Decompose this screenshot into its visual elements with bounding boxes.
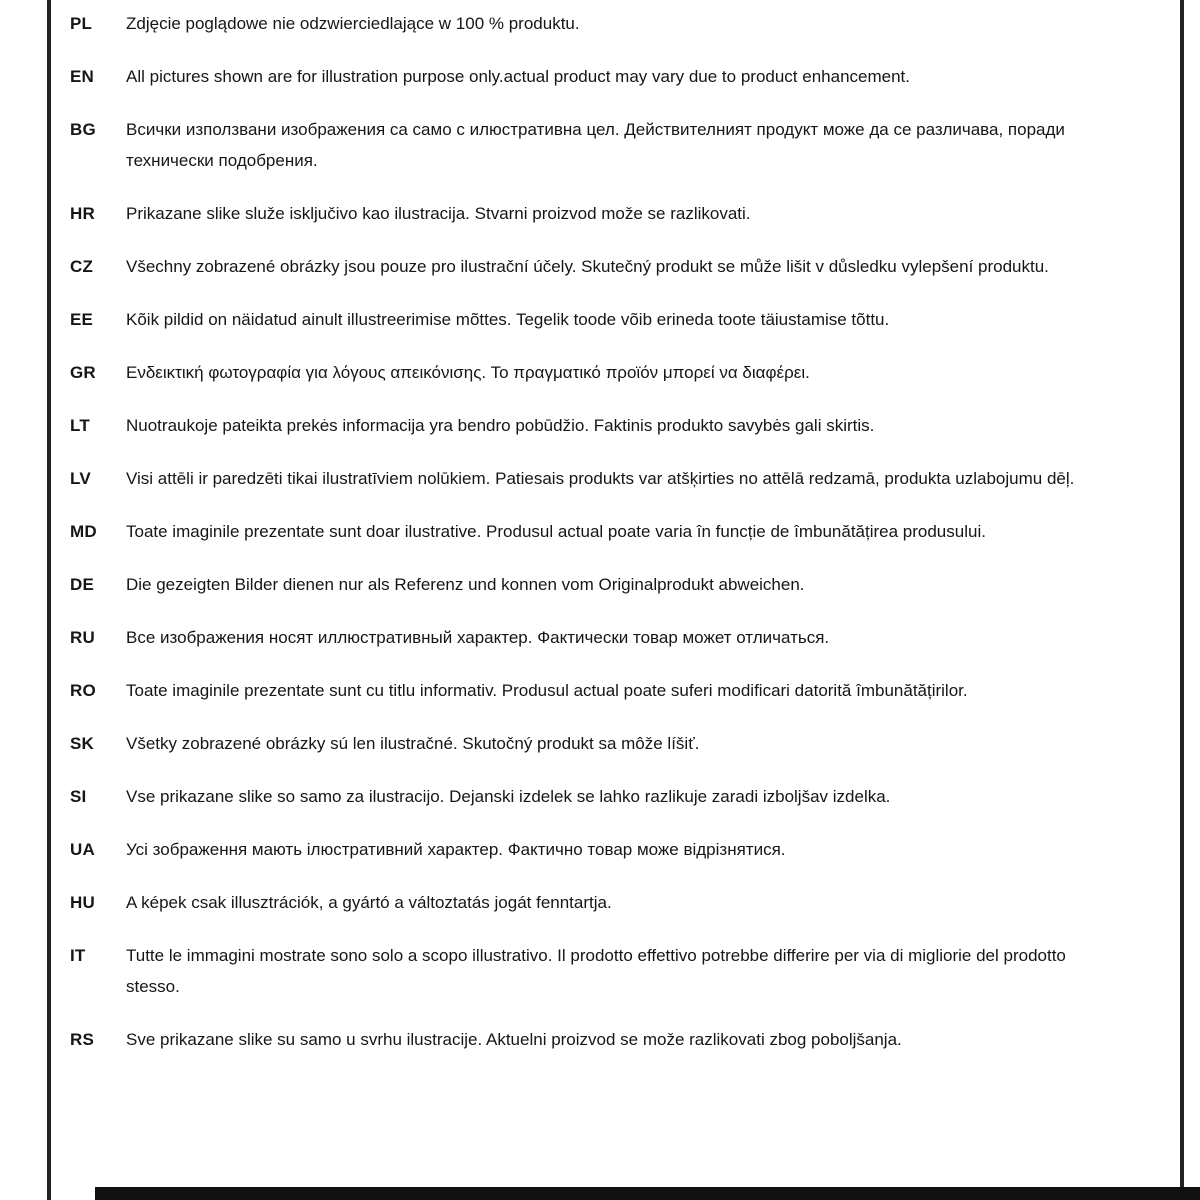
- language-row-pl: [70, 8, 1120, 39]
- scan-edge-right: [1180, 0, 1184, 1200]
- language-row-cz: [70, 251, 1120, 282]
- disclaimer-text: Sve prikazane slike su samo u svrhu ilustracije. Aktuelni proizvod se može razlikovati zbog poboljšanja.: [126, 1030, 902, 1049]
- language-code: RU: [70, 628, 95, 647]
- disclaimer-text: Ενδεικτική φωτογραφία για λόγους απεικόνισης. Το πραγματικό προϊόν μπορεί να διαφέρει.: [126, 363, 810, 382]
- language-row-bg: [70, 114, 1120, 176]
- language-code: HR: [70, 204, 95, 223]
- disclaimer-text: All pictures shown are for illustration purpose only.actual product may vary due to product enhancement.: [126, 67, 910, 86]
- language-row-sk: [70, 728, 1120, 759]
- language-code: CZ: [70, 257, 94, 276]
- disclaimer-text: Tutte le immagini mostrate sono solo a scopo illustrativo. Il prodotto effettivo potrebbe differire per via di migliorie del prodotto stesso.: [126, 946, 1066, 996]
- language-row-it: [70, 940, 1120, 1002]
- language-row-md: [70, 516, 1120, 547]
- language-row-ua: [70, 834, 1120, 865]
- scan-edge-left: [47, 0, 51, 1200]
- language-code: SK: [70, 734, 95, 753]
- language-code: UA: [70, 840, 95, 859]
- language-code: MD: [70, 522, 97, 541]
- disclaimer-text: Vse prikazane slike so samo za ilustracijo. Dejanski izdelek se lahko razlikuje zaradi izboljšav izdelka.: [126, 787, 891, 806]
- language-code: GR: [70, 363, 96, 382]
- language-row-ru: [70, 622, 1120, 653]
- disclaimer-text: Всички използвани изображения са само с илюстративна цел. Действителният продукт може да се различава, поради технически подобрения.: [126, 120, 1065, 170]
- disclaimer-text: Toate imaginile prezentate sunt cu titlu informativ. Produsul actual poate suferi modificari datorită îmbunătățirilor.: [126, 681, 968, 700]
- language-row-ro: [70, 675, 1120, 706]
- language-row-hr: [70, 198, 1120, 229]
- language-code: RO: [70, 681, 96, 700]
- language-code: DE: [70, 575, 95, 594]
- language-code: PL: [70, 14, 93, 33]
- disclaimer-text: Všechny zobrazené obrázky jsou pouze pro ilustrační účely. Skutečný produkt se může lišit v důsledku vylepšení produktu.: [126, 257, 1049, 276]
- disclaimer-text: Kõik pildid on näidatud ainult illustreerimise mõttes. Tegelik toode võib erineda toote täiustamise tõttu.: [126, 310, 890, 329]
- language-row-lt: [70, 410, 1120, 441]
- language-code: LT: [70, 416, 90, 435]
- disclaimer-text: Všetky zobrazené obrázky sú len ilustračné. Skutočný produkt sa môže líšiť.: [126, 734, 700, 753]
- language-code: LV: [70, 469, 91, 488]
- disclaimer-text: Die gezeigten Bilder dienen nur als Referenz und konnen vom Originalprodukt abweichen.: [126, 575, 805, 594]
- disclaimer-text: Visi attēli ir paredzēti tikai ilustratīviem nolūkiem. Patiesais produkts var atšķirties no attēlā redzamā, produkta uzlabojumu dēļ.: [126, 469, 1075, 488]
- language-code: EE: [70, 310, 94, 329]
- disclaimer-text: Prikazane slike služe isključivo kao ilustracija. Stvarni proizvod može se razlikovati.: [126, 204, 751, 223]
- language-row-si: [70, 781, 1120, 812]
- scan-bar-bottom: [95, 1187, 1200, 1200]
- language-code: RS: [70, 1030, 95, 1049]
- disclaimer-text: Все изображения носят иллюстративный характер. Фактически товар может отличаться.: [126, 628, 830, 647]
- language-code: SI: [70, 787, 87, 806]
- disclaimer-text: Zdjęcie poglądowe nie odzwierciedlające w 100 % produktu.: [126, 14, 580, 33]
- language-row-rs: [70, 1024, 1120, 1055]
- language-code: IT: [70, 946, 86, 965]
- language-row-hu: [70, 887, 1120, 918]
- language-row-en: [70, 61, 1120, 92]
- language-row-ee: [70, 304, 1120, 335]
- disclaimer-text: Nuotraukoje pateikta prekės informacija yra bendro pobūdžio. Faktinis produkto savybės gali skirtis.: [126, 416, 875, 435]
- language-row-lv: [70, 463, 1120, 494]
- disclaimer-text: Усі зображення мають ілюстративний характер. Фактично товар може відрізнятися.: [126, 840, 786, 859]
- disclaimer-text: Toate imaginile prezentate sunt doar ilustrative. Produsul actual poate varia în funcție de îmbunătățirea produsului.: [126, 522, 986, 541]
- language-row-gr: [70, 357, 1120, 388]
- disclaimer-text: A képek csak illusztrációk, a gyártó a változtatás jogát fenntartja.: [126, 893, 612, 912]
- language-code: EN: [70, 67, 95, 86]
- language-row-de: [70, 569, 1120, 600]
- language-code: HU: [70, 893, 95, 912]
- language-code: BG: [70, 120, 96, 139]
